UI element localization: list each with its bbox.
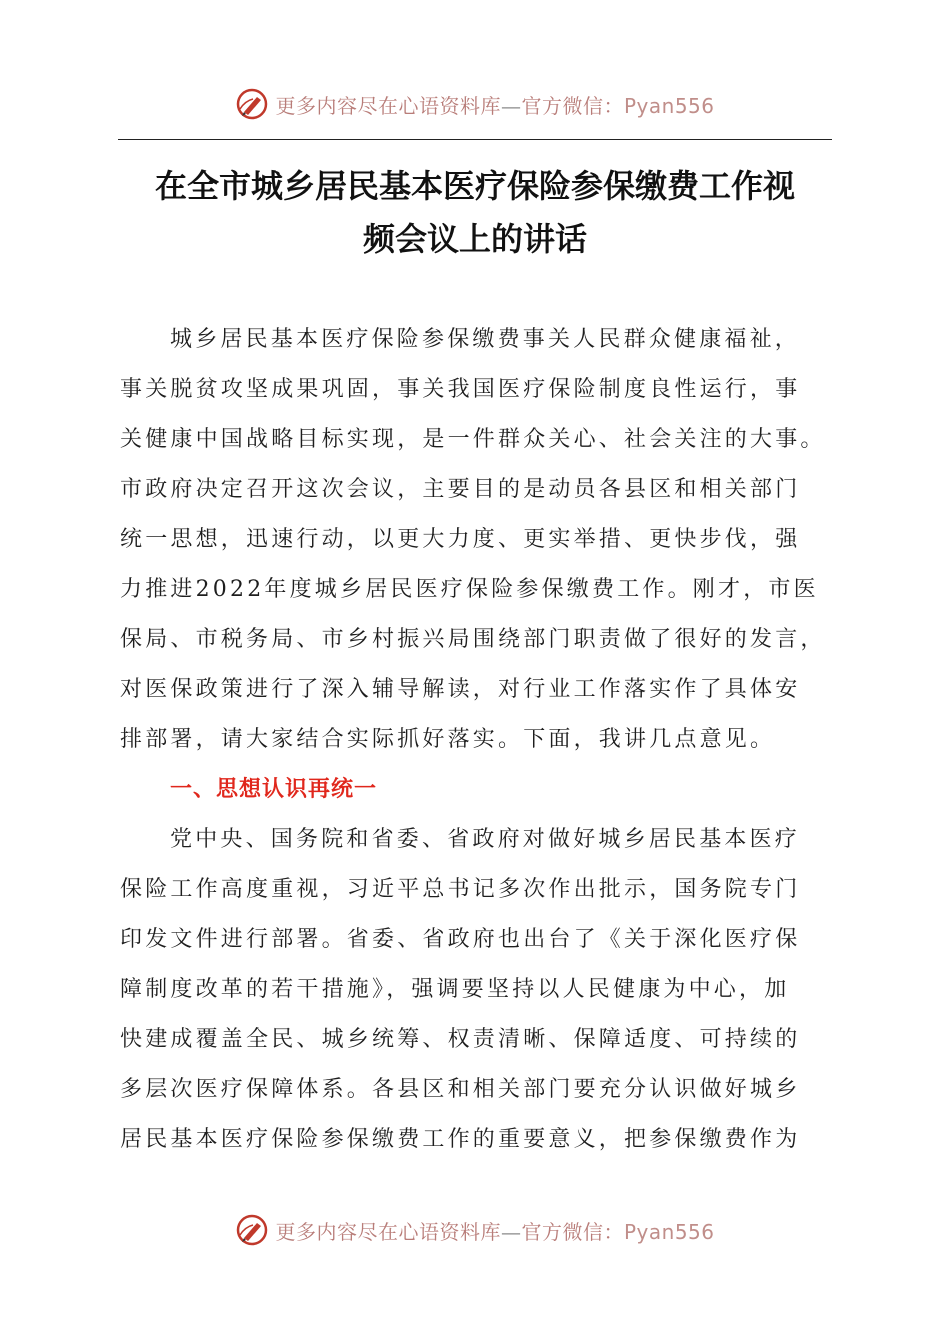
text-line: 居民基本医疗保险参保缴费工作的重要意义，把参保缴费作为 — [120, 1127, 801, 1152]
watermark-text: 更多内容尽在心语资料库—官方微信：Pyan556 — [275, 93, 715, 118]
pen-nib-logo-icon — [235, 1213, 269, 1247]
text-line: 印发文件进行部署。省委、省政府也出台了《关于深化医疗保 — [120, 927, 801, 952]
text-line: 关健康中国战略目标实现，是一件群众关心、社会关注的大事。 — [120, 427, 826, 452]
text-line: 党中央、国务院和省委、省政府对做好城乡居民基本医疗 — [170, 827, 801, 852]
watermark-banner-top — [0, 84, 950, 124]
wechat-handle: Pyan556 — [623, 93, 715, 118]
text-line: 市政府决定召开这次会议，主要目的是动员各县区和相关部门 — [120, 477, 801, 502]
paragraph-2 — [120, 815, 832, 1165]
title-line-2: 频会议上的讲话 — [362, 220, 587, 258]
text-line: 多层次医疗保障体系。各县区和相关部门要充分认识做好城乡 — [120, 1077, 801, 1102]
section-heading-1: 一、思想认识再统一 — [170, 777, 378, 802]
header-divider — [118, 139, 832, 140]
text-line: 城乡居民基本医疗保险参保缴费事关人民群众健康福祉， — [170, 327, 801, 352]
document-body — [120, 315, 832, 1165]
watermark-banner-bottom — [0, 1210, 950, 1250]
text-line: 保险工作高度重视，习近平总书记多次作出批示，国务院专门 — [120, 877, 801, 902]
text-line: 统一思想，迅速行动，以更大力度、更实举措、更快步伐，强 — [120, 527, 801, 552]
pen-nib-logo-icon — [235, 87, 269, 121]
text-line: 排部署，请大家结合实际抓好落实。下面，我讲几点意见。 — [120, 727, 776, 752]
text-line: 力推进2022年度城乡居民医疗保险参保缴费工作。刚才，市医 — [120, 577, 819, 602]
watermark-text: 更多内容尽在心语资料库—官方微信：Pyan556 — [275, 1219, 715, 1244]
wechat-handle: Pyan556 — [623, 1219, 715, 1244]
text-line: 事关脱贫攻坚成果巩固，事关我国医疗保险制度良性运行，事 — [120, 377, 801, 402]
paragraph-1 — [120, 315, 832, 765]
text-line: 快建成覆盖全民、城乡统筹、权责清晰、保障适度、可持续的 — [120, 1027, 801, 1052]
text-line: 保局、市税务局、市乡村振兴局围绕部门职责做了很好的发言， — [120, 627, 826, 652]
title-line-1: 在全市城乡居民基本医疗保险参保缴费工作视 — [154, 167, 795, 205]
text-line: 对医保政策进行了深入辅导解读，对行业工作落实作了具体安 — [120, 677, 801, 702]
page-title — [100, 160, 850, 266]
text-line: 障制度改革的若干措施》，强调要坚持以人民健康为中心，加 — [120, 977, 790, 1002]
